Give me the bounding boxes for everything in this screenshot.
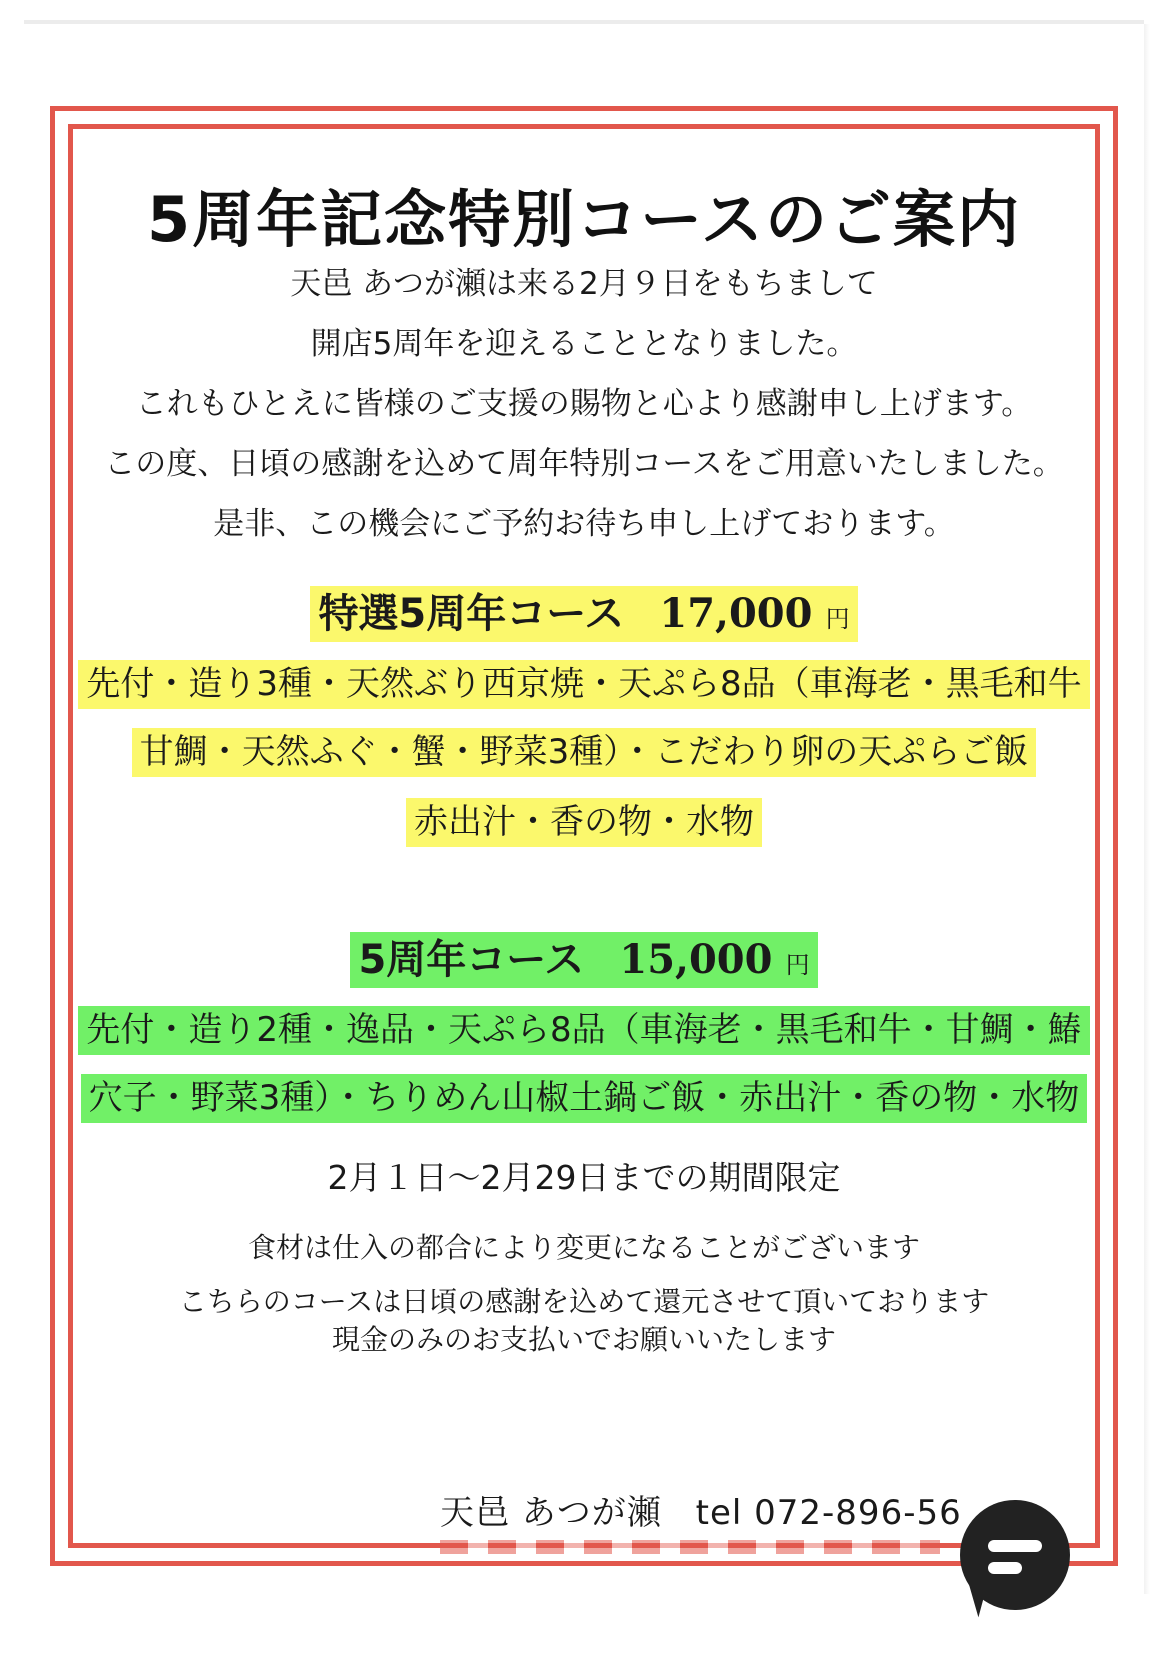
course-2-menu-line-1	[0, 1006, 1168, 1055]
footer-contact	[440, 1485, 962, 1534]
course-2-name: 5周年コース	[358, 937, 585, 983]
course-2-header-highlight	[350, 932, 817, 988]
chat-icon-line-2	[988, 1562, 1022, 1574]
course-1-menu-text-2: 甘鯛・天然ふぐ・蟹・野菜3種）・こだわり卵の天ぷらご飯	[132, 728, 1037, 777]
chat-icon-line-1	[988, 1540, 1042, 1552]
footer-tel-number: 072-896-56	[754, 1493, 962, 1533]
footer-shop-name: 天邑 あつが瀬	[440, 1493, 662, 1533]
course-2-menu-text-2: 穴子・野菜3種）・ちりめん山椒土鍋ご飯・赤出汁・香の物・水物	[81, 1074, 1088, 1123]
intro-line-2: 開店5周年を迎えることとなりました。	[310, 326, 858, 362]
course-2-header	[0, 932, 1168, 988]
course-2-currency: 円	[785, 951, 810, 979]
intro-line-1: 天邑 あつが瀬は来る2月９日をもちまして	[290, 266, 878, 302]
course-1-header-highlight	[310, 586, 857, 642]
course-2-price: 15,000	[619, 936, 773, 983]
top-divider	[24, 20, 1144, 24]
bottom-dashed-decoration	[440, 1540, 940, 1554]
period-notice: 2月１日～2月29日までの期間限定	[327, 1158, 841, 1197]
footer-tel-label: tel	[695, 1493, 743, 1533]
course-1-menu-line-2	[0, 728, 1168, 777]
course-1-menu-text-1: 先付・造り3種・天然ぶり西京焼・天ぷら8品（車海老・黒毛和牛	[78, 660, 1089, 709]
course-2-menu-line-2	[0, 1074, 1168, 1123]
course-2-menu-text-1: 先付・造り2種・逸品・天ぷら8品（車海老・黒毛和牛・甘鯛・鰆	[78, 1006, 1089, 1055]
course-1-menu-line-3	[0, 798, 1168, 847]
page-title: 5周年記念特別コースのご案内	[146, 183, 1022, 256]
course-1-header	[0, 586, 1168, 642]
chat-bubble-icon[interactable]	[960, 1500, 1070, 1610]
course-1-name: 特選5周年コース	[318, 591, 625, 637]
course-1-currency: 円	[825, 605, 850, 633]
note-line-1: 食材は仕入の都合により変更になることがございます	[247, 1231, 920, 1264]
note-line-3: 現金のみのお支払いでお願いいたします	[331, 1323, 836, 1356]
intro-line-5: 是非、この機会にご予約お待ち申し上げております。	[213, 506, 955, 542]
intro-line-4: この度、日頃の感謝を込めて周年特別コースをご用意いたしました。	[104, 446, 1064, 482]
course-1-price: 17,000	[659, 590, 813, 637]
course-1-menu-text-3: 赤出汁・香の物・水物	[406, 798, 762, 847]
intro-line-3: これもひとえに皆様のご支援の賜物と心より感謝申し上げます。	[135, 386, 1033, 422]
course-1-menu-line-1	[0, 660, 1168, 709]
note-line-2: こちらのコースは日頃の感謝を込めて還元させて頂いております	[178, 1285, 990, 1318]
